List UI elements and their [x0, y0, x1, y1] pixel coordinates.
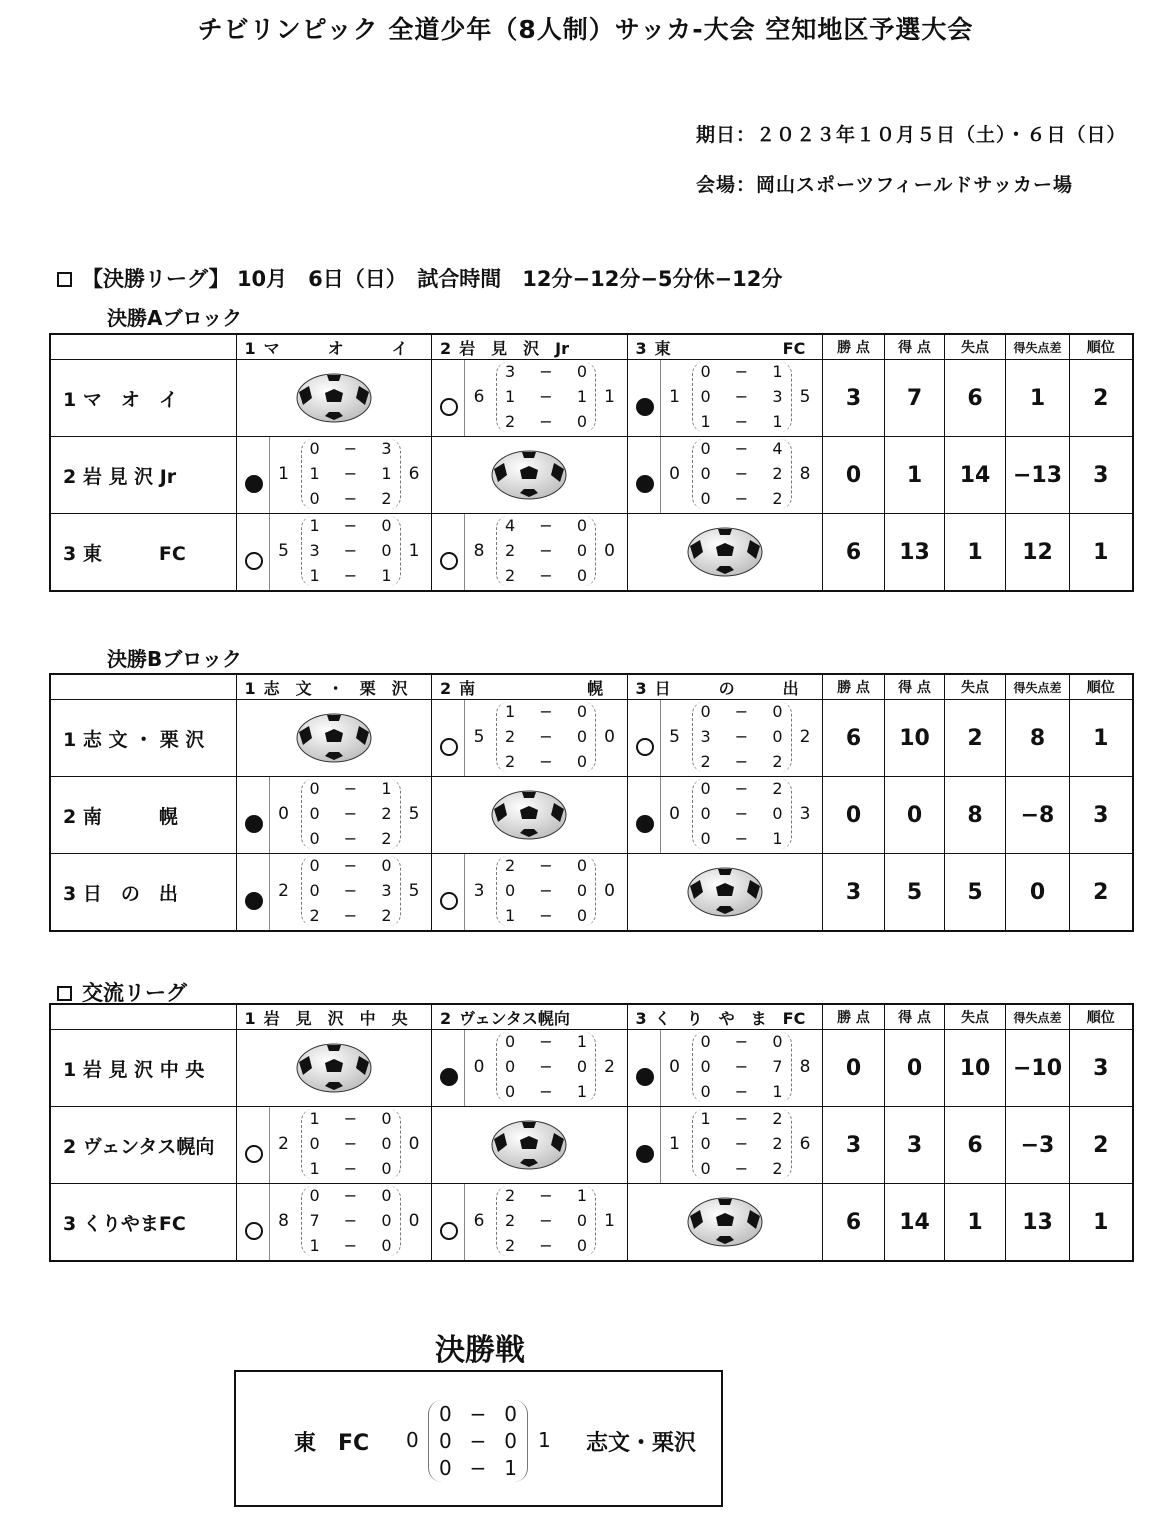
period-scores: 1 − 0 3 − 0 1 − 1: [301, 516, 401, 586]
win-circle-icon: [636, 738, 654, 756]
period-scores: 0 − 4 0 − 2 0 − 2: [692, 439, 792, 509]
table-row: [50, 1107, 1133, 1184]
period-scores: 0 − 1 0 − 0 0 − 1: [496, 1032, 596, 1102]
stat-value: −10: [1006, 1030, 1070, 1107]
self-match-cell: [432, 777, 628, 854]
self-match-cell: [236, 700, 432, 777]
goals-for: 0: [669, 804, 680, 824]
table-row: [50, 1184, 1133, 1262]
stat-value: −8: [1006, 777, 1070, 854]
goals-for: 0: [669, 1057, 680, 1077]
row-team-name: 2 南 幌: [50, 777, 236, 854]
stat-value: 1: [1006, 360, 1070, 437]
corner-cell: [50, 1004, 236, 1030]
stat-header: 得 点: [885, 334, 945, 360]
stat-value: 3: [823, 360, 885, 437]
win-circle-icon: [245, 1145, 263, 1163]
column-team-header: 1 マ オ イ: [236, 334, 432, 360]
stat-value: 1: [945, 1184, 1006, 1262]
soccer-ball-icon: [686, 1196, 764, 1248]
table-row: [50, 514, 1133, 592]
final-match-title: 決勝戦: [435, 1333, 525, 1368]
goals-for: 1: [669, 1134, 680, 1154]
period-scores: 1 − 2 0 − 2 0 − 2: [692, 1109, 792, 1179]
block-b-title: 決勝Bブロック: [107, 647, 242, 671]
soccer-ball-icon: [686, 866, 764, 918]
period-scores: 0 − 1 0 − 2 0 − 2: [301, 779, 401, 849]
stat-value: 0: [885, 777, 945, 854]
soccer-ball-icon: [490, 449, 568, 501]
row-team-name: 3 日 の 出: [50, 854, 236, 932]
row-team-name: 1 岩 見 沢 中 央: [50, 1030, 236, 1107]
stat-value: 5: [885, 854, 945, 932]
final-league-heading-text: 【決勝リーグ】 10月 6日（日） 試合時間 12分−12分−5分休−12分: [82, 267, 783, 291]
period-scores: 0 − 3 1 − 1 0 − 2: [301, 439, 401, 509]
win-circle-icon: [245, 1222, 263, 1240]
stat-value: 10: [945, 1030, 1006, 1107]
goals-against: 8: [799, 464, 811, 484]
self-match-cell: [236, 360, 432, 437]
goals-for: 8: [278, 1211, 289, 1231]
match-result-cell: [432, 854, 628, 932]
loss-dot-icon: [636, 475, 654, 493]
goals-against: 0: [408, 1134, 420, 1154]
stat-value: 1: [885, 437, 945, 514]
match-result-cell: [432, 1030, 628, 1107]
match-result-cell: [236, 514, 432, 592]
stat-header: 得失点差: [1006, 674, 1070, 700]
stat-value: 8: [945, 777, 1006, 854]
stat-header: 失点: [945, 674, 1006, 700]
column-team-header: 3 東 FC: [627, 334, 823, 360]
column-team-header: 1 志 文 ・ 栗 沢: [236, 674, 432, 700]
match-result-cell: [432, 514, 628, 592]
goals-against: 3: [799, 804, 811, 824]
loss-dot-icon: [636, 398, 654, 416]
goals-for: 0: [278, 804, 289, 824]
stat-value: 3: [1070, 1030, 1133, 1107]
final-league-heading: [57, 263, 782, 293]
self-match-cell: [627, 854, 823, 932]
period-scores: 0 − 1 0 − 3 1 − 1: [692, 362, 792, 432]
loss-dot-icon: [636, 1145, 654, 1163]
stat-header: 得失点差: [1006, 1004, 1070, 1030]
stat-value: 6: [823, 1184, 885, 1262]
stat-value: 1: [1070, 1184, 1133, 1262]
goals-for: 2: [278, 881, 289, 901]
table-row: [50, 1030, 1133, 1107]
loss-dot-icon: [245, 815, 263, 833]
period-scores: 1 − 0 2 − 0 2 − 0: [496, 702, 596, 772]
win-circle-icon: [440, 398, 458, 416]
stat-header: 順位: [1070, 1004, 1133, 1030]
stat-value: 0: [823, 437, 885, 514]
goals-against: 1: [408, 541, 420, 561]
stat-value: 1: [1070, 700, 1133, 777]
period-scores: 0 − 0 3 − 0 2 − 2: [692, 702, 792, 772]
stat-value: 3: [823, 1107, 885, 1184]
table-row: [50, 700, 1133, 777]
stat-value: 3: [823, 854, 885, 932]
corner-cell: [50, 674, 236, 700]
stat-value: 10: [885, 700, 945, 777]
match-result-cell: [627, 437, 823, 514]
goals-for: 5: [473, 727, 485, 747]
final-period-2: 0 − 0: [439, 1429, 517, 1453]
column-team-header: 3 く り や ま FC: [627, 1004, 823, 1030]
self-match-cell: [432, 1107, 628, 1184]
win-circle-icon: [245, 552, 263, 570]
self-match-cell: [627, 1184, 823, 1262]
goals-for: 5: [669, 727, 680, 747]
row-team-name: 2 ヴェンタス幌向: [50, 1107, 236, 1184]
goals-against: 5: [408, 881, 420, 901]
goals-against: 0: [604, 881, 615, 901]
goals-for: 2: [278, 1134, 289, 1154]
goals-against: 2: [604, 1057, 615, 1077]
match-result-cell: [627, 777, 823, 854]
stat-value: 8: [1006, 700, 1070, 777]
stat-value: 0: [823, 777, 885, 854]
loss-dot-icon: [440, 1068, 458, 1086]
final-period-1: 0 − 0: [439, 1402, 517, 1426]
table-row: [50, 360, 1133, 437]
period-scores: 0 − 2 0 − 0 0 − 1: [692, 779, 792, 849]
stat-value: 2: [1070, 1107, 1133, 1184]
period-scores: 2 − 1 2 − 0 2 − 0: [496, 1186, 596, 1256]
exchange-league-table: [49, 1003, 1134, 1262]
soccer-ball-icon: [295, 1042, 373, 1094]
stat-header: 得失点差: [1006, 334, 1070, 360]
goals-for: 8: [473, 541, 485, 561]
period-scores: 0 − 0 7 − 0 1 − 0: [301, 1186, 401, 1256]
match-result-cell: [236, 437, 432, 514]
stat-value: 13: [1006, 1184, 1070, 1262]
stat-value: 14: [945, 437, 1006, 514]
goals-for: 1: [278, 464, 289, 484]
block-b-table: [49, 673, 1134, 932]
win-circle-icon: [440, 1222, 458, 1240]
goals-against: 2: [799, 727, 811, 747]
final-away-score: 1: [538, 1428, 551, 1452]
final-period-3: 0 − 1: [439, 1456, 517, 1480]
stat-header: 勝 点: [823, 334, 885, 360]
win-circle-icon: [440, 892, 458, 910]
soccer-ball-icon: [490, 1119, 568, 1171]
column-team-header: 2 南 幌: [432, 674, 628, 700]
corner-cell: [50, 334, 236, 360]
stat-header: 順位: [1070, 674, 1133, 700]
soccer-ball-icon: [295, 372, 373, 424]
stat-header: 得 点: [885, 1004, 945, 1030]
stat-value: 1: [945, 514, 1006, 592]
soccer-ball-icon: [686, 526, 764, 578]
column-team-header: 2 岩 見 沢 Jr: [432, 334, 628, 360]
match-result-cell: [236, 1184, 432, 1262]
period-scores: 2 − 0 0 − 0 1 − 0: [496, 856, 596, 926]
self-match-cell: [432, 437, 628, 514]
loss-dot-icon: [636, 815, 654, 833]
self-match-cell: [236, 1030, 432, 1107]
stat-value: 6: [823, 700, 885, 777]
stat-header: 失点: [945, 1004, 1006, 1030]
match-result-cell: [236, 854, 432, 932]
column-team-header: 1 岩 見 沢 中 央: [236, 1004, 432, 1030]
match-result-cell: [627, 360, 823, 437]
soccer-ball-icon: [295, 712, 373, 764]
stat-value: 6: [823, 514, 885, 592]
loss-dot-icon: [245, 892, 263, 910]
final-match-box: [234, 1370, 723, 1507]
goals-against: 0: [604, 727, 615, 747]
stat-value: 7: [885, 360, 945, 437]
goals-against: 6: [408, 464, 420, 484]
event-date: 期日：２０２３年１０月５日（土）・６日（日）: [696, 124, 1127, 146]
row-team-name: 2 岩 見 沢 Jr: [50, 437, 236, 514]
column-team-header: 3 日 の 出: [627, 674, 823, 700]
stat-value: 3: [1070, 777, 1133, 854]
row-team-name: 1 志 文 ・ 栗 沢: [50, 700, 236, 777]
stat-value: −3: [1006, 1107, 1070, 1184]
goals-for: 1: [669, 387, 680, 407]
stat-value: 5: [945, 854, 1006, 932]
stat-value: 0: [823, 1030, 885, 1107]
match-result-cell: [627, 1107, 823, 1184]
final-home-score: 0: [406, 1428, 419, 1452]
period-scores: 0 − 0 0 − 3 2 − 2: [301, 856, 401, 926]
period-scores: 4 − 0 2 − 0 2 − 0: [496, 516, 596, 586]
row-team-name: 1 マ オ イ: [50, 360, 236, 437]
final-period-scores: [428, 1400, 528, 1482]
stat-header: 得 点: [885, 674, 945, 700]
goals-against: 1: [604, 387, 615, 407]
row-team-name: 3 東 FC: [50, 514, 236, 592]
stat-header: 勝 点: [823, 1004, 885, 1030]
table-row: [50, 854, 1133, 932]
goals-for: 5: [278, 541, 289, 561]
period-scores: 3 − 0 1 − 1 2 − 0: [496, 362, 596, 432]
goals-against: 0: [408, 1211, 420, 1231]
match-result-cell: [432, 1184, 628, 1262]
stat-value: 2: [1070, 854, 1133, 932]
stat-header: 順位: [1070, 334, 1133, 360]
match-result-cell: [236, 1107, 432, 1184]
block-a-table: [49, 333, 1134, 592]
stat-value: 14: [885, 1184, 945, 1262]
match-result-cell: [236, 777, 432, 854]
column-team-header: 2 ヴェンタス幌向: [432, 1004, 628, 1030]
stat-value: 6: [945, 360, 1006, 437]
stat-value: 3: [885, 1107, 945, 1184]
stat-value: 13: [885, 514, 945, 592]
checkbox-icon: [57, 272, 72, 287]
goals-against: 5: [799, 387, 811, 407]
goals-against: 1: [604, 1211, 615, 1231]
exchange-league-heading-text: 交流リーグ: [82, 981, 187, 1005]
match-result-cell: [627, 1030, 823, 1107]
stat-value: 0: [1006, 854, 1070, 932]
match-result-cell: [432, 360, 628, 437]
row-team-name: 3 くりやまFC: [50, 1184, 236, 1262]
period-scores: 1 − 0 0 − 0 1 − 0: [301, 1109, 401, 1179]
goals-for: 6: [473, 1211, 485, 1231]
goals-for: 0: [473, 1057, 485, 1077]
checkbox-icon: [57, 986, 72, 1001]
goals-against: 8: [799, 1057, 811, 1077]
win-circle-icon: [440, 552, 458, 570]
event-venue: 会場：岡山スポーツフィールドサッカー場: [696, 174, 1073, 196]
goals-against: 0: [604, 541, 615, 561]
block-a-title: 決勝Aブロック: [107, 306, 243, 330]
match-result-cell: [432, 700, 628, 777]
stat-value: 12: [1006, 514, 1070, 592]
win-circle-icon: [440, 738, 458, 756]
soccer-ball-icon: [490, 789, 568, 841]
stat-header: 勝 点: [823, 674, 885, 700]
page-title: チビリンピック 全道少年（8人制）サッカ-大会 空知地区予選大会: [197, 15, 974, 44]
table-row: [50, 777, 1133, 854]
stat-value: 6: [945, 1107, 1006, 1184]
stat-value: 2: [1070, 360, 1133, 437]
table-row: [50, 437, 1133, 514]
final-away-team: 志文・栗沢: [586, 1431, 697, 1456]
self-match-cell: [627, 514, 823, 592]
match-result-cell: [627, 700, 823, 777]
stat-header: 失点: [945, 334, 1006, 360]
goals-for: 3: [473, 881, 485, 901]
stat-value: 1: [1070, 514, 1133, 592]
goals-against: 6: [799, 1134, 811, 1154]
stat-value: 2: [945, 700, 1006, 777]
stat-value: 0: [885, 1030, 945, 1107]
goals-for: 0: [669, 464, 680, 484]
goals-against: 5: [408, 804, 420, 824]
stat-value: −13: [1006, 437, 1070, 514]
stat-value: 3: [1070, 437, 1133, 514]
final-home-team: 東 FC: [294, 1431, 370, 1456]
loss-dot-icon: [636, 1068, 654, 1086]
period-scores: 0 − 0 0 − 7 0 − 1: [692, 1032, 792, 1102]
loss-dot-icon: [245, 475, 263, 493]
goals-for: 6: [473, 387, 485, 407]
